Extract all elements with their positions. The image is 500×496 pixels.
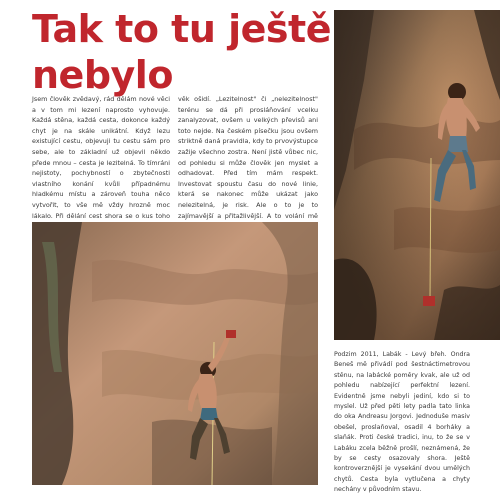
climber-photo-wall: [32, 222, 318, 485]
body-column-3: Podzim 2011, Labák - Levý břeh. Ondra Beneš mě přivádí pod šestnáctimetrovou stěnu, na labácké poměry kvak, ale už od pohledu nabízející perfektní lezení. Evidentně jsme nebyli jediní, kdo si to myslel. Už před pěti lety padla tato linka do oka Andreasu Jorgovi. Jednoduše masiv obešel, proslaňoval, osadil 4 borháky a slaňák. Proti české tradici, inu, to že se v Labáku zcela běžně prošlí, neznámená, že by se cesty osazovaly shora. Ještě kontroverznější je vysekání dvou umělých chytů. Cesta byla vytlučena a chyty nechány v původním stavu.: [334, 351, 470, 494]
title-line-2: nebylo: [32, 53, 173, 97]
title-line-1: Tak to tu ještě: [32, 7, 331, 51]
body-column-1: Jsem člověk zvědavý, rád dělám nové věci a v tom mi lezení naprosto vyhovuje. Každá stěna, každá cesta, dokonce každý chyt je na skále unikátní. Když lezu existující cestu, objevuji tu cestu sám pro sebe, ale to základní už objevil někdo přede mnou – cesta je lezitelná. To tímráni nejistoty, pochybností o zbytečnosti vlastního konání kvůli případnému hladkému místu a zároveň touha něco vytvořit, to vše mě vždy hrozně moc lákalo. Při dělání cest shora se o kus toho: [32, 95, 170, 220]
body-column-2: věk ošidí. „Lezitelnost" či „nelezitelnost" terénu se dá při prosláňování vcelku zanalyzovat, ovšem u velkých převisů ani toto nejde. Na českém písečku jsou ovšem striktně daná pravidla, kdy to prvovýstupce zažije všechno zostra. Není jistě vůbec nic, od pohledu si může člověk jen myslet a odhadovat. Před tím mám respekt. Investovat spoustu času do nové linie, která se nakonec může ukázat jako nelezitelná, je risk. Ale o to je to zajímavější a přitažlivější. A to volání mě: [178, 95, 318, 220]
climber-photo-overhang: [334, 10, 500, 340]
article-title: [32, 6, 332, 98]
